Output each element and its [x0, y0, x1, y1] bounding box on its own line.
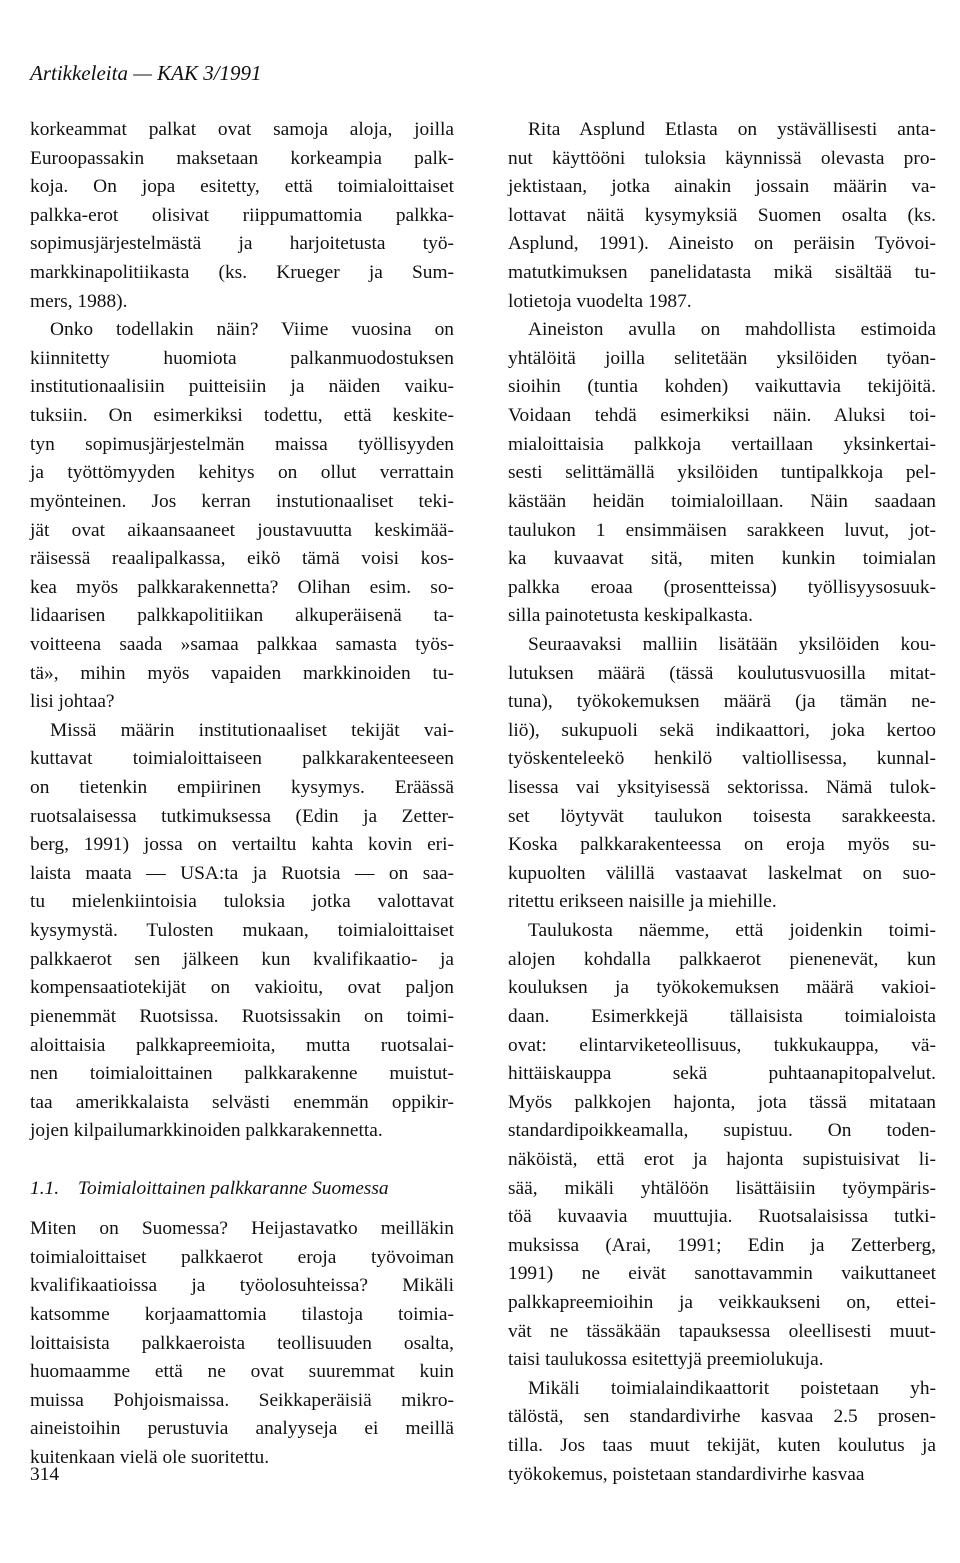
text-line: Missä määrin institutionaaliset tekijät vai-: [50, 719, 454, 741]
text-line: mialoittaisia palkkoja vertaillaan yksinkertai-: [508, 433, 936, 455]
text-line: loittaisista palkkaeroista teollisuuden osalta,: [30, 1332, 454, 1354]
text-line: Myös palkkojen hajonta, jota tässä mitataan: [508, 1091, 936, 1113]
text-line: ja työttömyyden kehitys on ollut verrattain: [30, 462, 454, 484]
text-line: taa amerikkalaista selvästi enemmän oppikir-: [30, 1091, 454, 1113]
text-line: palkka-erot olisivat riippumattomia palkka-: [30, 204, 454, 226]
page-number: 314: [30, 1464, 60, 1485]
text-line: Seuraavaksi malliin lisätään yksilöiden kou-: [528, 633, 936, 655]
text-line: hittäiskauppa sekä puhtaanapitopalvelut.: [508, 1063, 936, 1085]
text-line: työkokemus, poistetaan standardivirhe kasvaa: [508, 1463, 865, 1485]
right-column: [508, 116, 936, 1489]
text-line: Miten on Suomessa? Heijastavatko meilläkin: [30, 1218, 454, 1240]
text-line: taisi taulukossa esitettyjä preemiolukuja.: [508, 1349, 824, 1371]
text-line: daan. Esimerkkejä tällaisista toimialoista: [508, 1005, 936, 1027]
spacer: [30, 1146, 454, 1175]
text-line: kouluksen ja työkokemuksen määrä vakioi-: [508, 977, 936, 999]
text-line: huomaamme että ne ovat suuremmat kuin: [30, 1361, 454, 1383]
text-line: Mikäli toimialaindikaattorit poistetaan yh-: [528, 1377, 936, 1399]
text-line: kvalifikaatioissa ja työolosuhteissa? Mikäli: [30, 1275, 454, 1297]
text-line: palkka eroaa (prosentteissa) työllisyysosuuk-: [508, 576, 936, 598]
text-line: sää, mikäli yhtälöön lisättäisiin työympäris-: [508, 1177, 936, 1199]
text-line: työskenteleekö henkilö valtiollisessa, kunnal-: [508, 748, 936, 770]
section-number: 1.1.: [30, 1177, 60, 1199]
paragraph: [30, 1215, 454, 1472]
text-line: nut käyttööni tuloksia käynnissä olevasta pro-: [508, 147, 936, 169]
paragraph: [30, 116, 454, 316]
text-line: standardipoikkeamalla, supistuu. On toden-: [508, 1120, 936, 1142]
text-line: Voidaan tehdä esimerkiksi näin. Aluksi toi-: [508, 405, 936, 427]
text-line: taulukon 1 ensimmäisen sarakkeen luvut, jot-: [508, 519, 936, 541]
text-line: kea myös palkkarakennetta? Olihan esim. so-: [30, 576, 454, 598]
text-line: yhtälöitä joilla selitetään yksilöiden työan-: [508, 347, 936, 369]
section-heading: [30, 1175, 454, 1204]
text-line: aineistoihin perustuvia analyyseja ei meillä: [30, 1418, 454, 1440]
text-line: töä kuvaavia muuttujia. Ruotsalaisissa tutki-: [508, 1206, 936, 1228]
text-line: ruotsalaisessa tutkimuksessa (Edin ja Zetter-: [30, 805, 454, 827]
text-line: mers, 1988).: [30, 290, 128, 312]
text-line: Onko todellakin näin? Viime vuosina on: [50, 319, 454, 341]
text-line: räisessä reaalipalkassa, eikö tämä voisi kos-: [30, 548, 454, 570]
text-line: nen toimialoittainen palkkarakenne muistut-: [30, 1063, 454, 1085]
text-line: vät ne tässäkään tapauksessa oleellisesti muut-: [508, 1320, 936, 1342]
text-line: lutuksen määrä (tässä koulutusvuosilla mitat-: [508, 662, 936, 684]
text-line: kysymystä. Tulosten mukaan, toimialoittaiset: [30, 920, 454, 942]
text-line: Koska palkkarakenteessa on eroja myös su-: [508, 834, 936, 856]
text-line: jojen kilpailumarkkinoiden palkkarakennetta.: [30, 1120, 383, 1142]
text-line: ka kuvaavat sitä, miten kunkin toimialan: [508, 548, 936, 570]
text-line: kuitenkaan vielä ole suoritettu.: [30, 1447, 270, 1469]
text-line: ovat: elintarviketeollisuus, tukkukauppa, vä-: [508, 1034, 936, 1056]
text-line: Asplund, 1991). Aineisto on peräisin Työvoi-: [508, 233, 936, 255]
paragraph: [508, 116, 936, 316]
text-line: lidaarisen palkkapolitiikan alkuperäisenä ta-: [30, 605, 454, 627]
text-line: koja. On jopa esitetty, että toimialoittaiset: [30, 176, 454, 198]
text-line: 1991) ne eivät sanottavammin vaikuttaneet: [508, 1263, 936, 1285]
text-line: Taulukosta näemme, että joidenkin toimi-: [528, 920, 936, 942]
text-line: set löytyvät taulukon toisesta sarakkeesta.: [508, 805, 936, 827]
paragraph: [508, 1375, 936, 1489]
paragraph: [30, 316, 454, 717]
text-line: pienemmät Ruotsissa. Ruotsissakin on toimi-: [30, 1005, 454, 1027]
text-line: tuksiin. On esimerkiksi todettu, että keskite-: [30, 405, 454, 427]
text-line: tälöstä, sen standardivirhe kasvaa 2.5 prosen-: [508, 1406, 936, 1428]
text-line: lotietoja vuodelta 1987.: [508, 290, 692, 312]
text-line: kompensaatiotekijät on vakioitu, ovat paljon: [30, 977, 454, 999]
text-line: voitteena saada »samaa palkkaa samasta työs-: [30, 633, 454, 655]
text-line: institutionaalisiin puitteisiin ja näiden vaiku-: [30, 376, 454, 398]
text-line: muissa Pohjoismaissa. Seikkaperäisiä mikro-: [30, 1389, 454, 1411]
text-line: kiinnitetty huomiota palkanmuodostuksen: [30, 347, 454, 369]
text-line: tilla. Jos taas muut tekijät, kuten koulutus ja: [508, 1435, 936, 1457]
text-line: tyn sopimusjärjestelmän maissa työllisyyden: [30, 433, 454, 455]
text-line: toimialoittaiset palkkaerot eroja työvoiman: [30, 1246, 454, 1268]
text-line: lottavat näitä kysymyksiä Suomen osalta (ks.: [508, 204, 936, 226]
text-line: aloittaisia palkkapreemioita, mutta ruotsalai-: [30, 1034, 454, 1056]
paragraph: [508, 631, 936, 917]
paragraph: [508, 917, 936, 1375]
text-line: Rita Asplund Etlasta on ystävällisesti anta-: [528, 119, 936, 140]
running-head: Artikkeleita — KAK 3/1991: [30, 61, 262, 85]
text-line: jät ovat aikaansaaneet joustavuutta keskimää-: [30, 519, 454, 541]
text-line: matutkimuksen panelidatasta mikä sisältää tu-: [508, 262, 936, 284]
text-line: palkkapreemioihin ja veikkaukseni on, ettei-: [508, 1291, 936, 1313]
text-line: muksissa (Arai, 1991; Edin ja Zetterberg,: [508, 1234, 936, 1256]
text-line: katsomme korjaamattomia tilastoja toimia-: [30, 1303, 454, 1325]
text-line: on tietenkin empiirinen kysymys. Eräässä: [30, 777, 454, 799]
text-line: Aineiston avulla on mahdollista estimoida: [528, 319, 936, 341]
text-line: Euroopassakin maksetaan korkeampia palk-: [30, 147, 454, 169]
text-line: tä», mihin myös vapaiden markkinoiden tu-: [30, 662, 454, 684]
text-line: laista maata — USA:ta ja Ruotsia — on saa-: [30, 862, 454, 884]
text-line: sesti selittämällä yksilöiden tuntipalkkoja pel-: [508, 462, 936, 484]
text-line: myönteinen. Jos kerran instutionaaliset teki-: [30, 490, 454, 512]
text-line: näköistä, että erot ja hajonta supistuisivat li-: [508, 1148, 936, 1170]
section-title: Toimialoittainen palkkaranne Suomessa: [78, 1177, 389, 1199]
text-line: korkeammat palkat ovat samoja aloja, joilla: [30, 119, 454, 140]
text-line: tu mielenkiintoisia tuloksia jotka valottavat: [30, 891, 454, 913]
text-line: berg, 1991) jossa on vertailtu kahta kovin eri-: [30, 834, 454, 856]
text-line: ritettu erikseen naisille ja miehille.: [508, 891, 777, 913]
text-line: tuna), työkokemuksen määrä (ja tämän ne-: [508, 691, 936, 713]
text-line: markkinapolitiikasta (ks. Krueger ja Sum-: [30, 262, 454, 284]
text-line: sioihin (tuntia kohden) vaikuttavia tekijöitä.: [508, 376, 936, 398]
paragraph: [508, 316, 936, 631]
text-line: kästään heidän toimialoillaan. Näin saadaan: [508, 490, 936, 512]
text-line: sopimusjärjestelmästä ja harjoitetusta työ-: [30, 233, 454, 255]
text-line: silla painotetusta keskipalkasta.: [508, 605, 754, 627]
text-line: jektistaan, jotka ainakin jossain määrin va-: [508, 176, 936, 198]
paragraph: [30, 717, 454, 1146]
text-line: lisessa vai yksityisessä sektorissa. Nämä tulok-: [508, 777, 936, 799]
left-column: [30, 116, 454, 1473]
spacer: [30, 1203, 454, 1215]
text-line: kupuolten välillä vastaavat laskelmat on suo-: [508, 862, 936, 884]
text-line: alojen kohdalla palkkaerot pienenevät, kun: [508, 948, 936, 970]
text-line: kuttavat toimialoittaiseen palkkarakenteeseen: [30, 748, 454, 770]
text-line: liö), sukupuoli sekä indikaattori, joka kertoo: [508, 719, 936, 741]
text-line: lisi johtaa?: [30, 691, 115, 713]
text-line: palkkaerot sen jälkeen kun kvalifikaatio- ja: [30, 948, 454, 970]
